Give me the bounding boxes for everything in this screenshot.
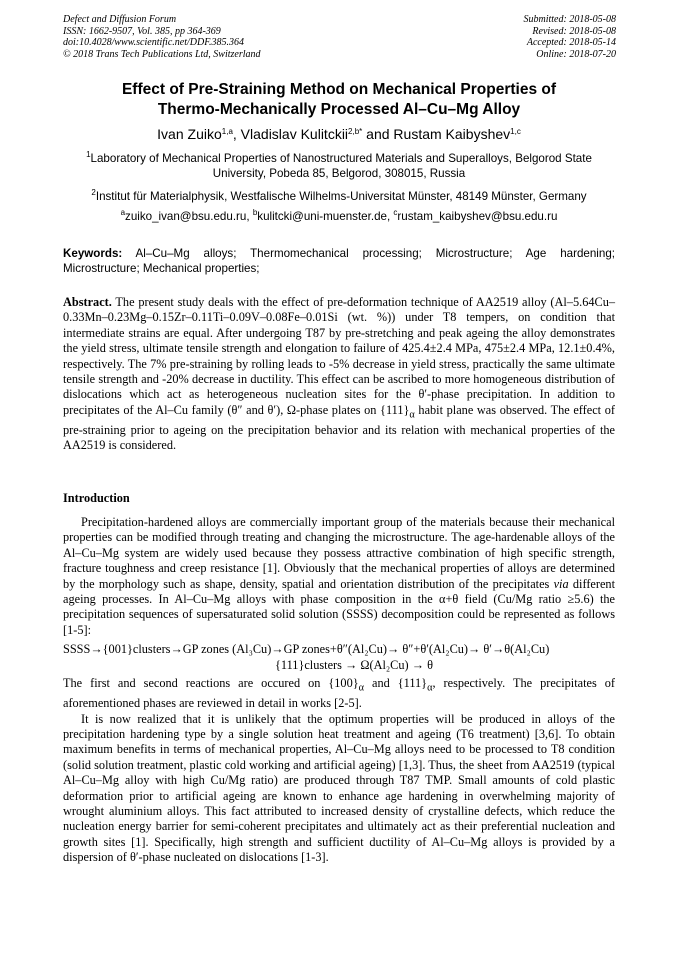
revised-date: Revised: 2018-05-08 [532, 25, 616, 37]
email-mark: b [252, 208, 258, 217]
journal-name: Defect and Diffusion Forum [63, 14, 177, 25]
author-name: Ivan Zuiko [157, 126, 222, 142]
abstract-text: habit plane was observed. The effect of pre-straining prior to ageing on the precipitation behavior and its relation with mechanical properties of the AA2519 is considered. [63, 402, 615, 453]
abstract-text: The present study deals with the effect of pre-deformation technique of AA2519 alloy (Al–5.64Cu–0.33Mn–0.23Mg–0.15Zr–0.11Ti–0.09V–0.08Fe–0.01Si (wt. %)) under T8 tempers, on condition that intermediate strains are equal. After undergoing T87 by pre-stretching and peak ageing the alloy demonstrates the yield stress, ultimate tensile strength and elongation to failure of 425.4±2.4 MPa, 475±2.4 MPa, 12.1±0.4%, respectively. The 7% pre-straining by rolling leads to -5% decrease in yield stress, practically the same ultimate tensile strength and -20% decrease in ductility. This effect can be ascribed to more homogeneous distribution of dislocations which act as heterogeneous nucleation sites for the θ′-phase precipitation. In addition to precipitates of the Al–Cu family (θ″ and θ′), Ω-phase plates on {111} [63, 295, 615, 417]
author-name: Vladislav Kulitckii [240, 126, 349, 142]
accepted-date: Accepted: 2018-05-14 [526, 37, 616, 48]
paragraph-text: Precipitation-hardened alloys are commercially important group of the materials because their mechanical properties can be modified through treating and changing the microstructure. The age-hardenable alloys of the Al–Cu–Mg system are widely used because they possess attractive combination of high specific strength, fracture toughness and creep resistance [1]. Obviously that the mechanical properties of alloys are determined by the morphology such as shape, density, spatial and orientation distribution of the precipitates [63, 515, 615, 591]
submitted-date: Submitted: 2018-05-08 [523, 14, 616, 25]
affiliation-text: Institut für Materialphysik, Westfalische Wilhelms-Universitat Münster, 48149 Münster, Germany [95, 190, 587, 203]
paragraph: It is now realized that it is unlikely that the optimum properties will be produced in alloys of the precipitation hardening type by a single solution heat treatment and ageing (T6 treatment) [3,6]. To obtain maximum benefits in terms of mechanical properties, Al–Cu–Mg alloys need to be processed to T8 condition (solid solution treatment, plastic cold working and artificial ageing) [1,3]. Thus, the sheet from AA2519 (typical Al–Cu–Mg alloy with high Cu/Mg ratio) are produced through T87 TMP. Small amounts of cold plastic deformation prior to artificial ageing are known to enhance age hardening in overwhelming majority of wrought aluminium alloys. This fact attributed to increased density of crystalline defects, which reduce the nucleation energy barrier for semi-coherent precipitates and ultimately act as their preferential nucleation and growth sites [1]. Specifically, high strength and sufficient ductility of Al–Cu–Mg alloys is provided by a dispersion of θ′-phase nucleated on dislocations [1-3]. [63, 711, 615, 865]
author-emails [62, 209, 616, 224]
paragraph [63, 676, 615, 711]
journal-header-right [524, 14, 617, 60]
online-date: Online: 2018-07-20 [536, 48, 616, 60]
section-heading-introduction: Introduction [63, 491, 130, 505]
paragraph-text: The first and second reactions are occured on {100} [63, 676, 359, 691]
author-affiliation-mark: 1,a [221, 127, 233, 136]
doi-line: doi:10.4028/www.scientific.net/DDF.385.364 [63, 37, 245, 48]
author-affiliation-mark: 1,c [510, 127, 521, 136]
italic-text: via [553, 576, 569, 591]
email-link[interactable]: rustam_kaibyshev@bsu.edu.ru [397, 210, 558, 223]
author-list [40, 125, 638, 143]
email-separator: , [386, 210, 394, 223]
sequence-line-2: {111}clusters → Ω(Al₂Cu) → θ [275, 658, 433, 673]
email-link[interactable]: zuiko_ivan@bsu.edu.ru [125, 210, 247, 223]
title-line-2: Thermo-Mechanically Processed Al–Cu–Mg Alloy [157, 101, 521, 118]
author-affiliation-mark: 2,b* [348, 127, 363, 136]
affiliation-number: 1 [86, 150, 91, 159]
subscript: α [427, 682, 433, 694]
email-mark: a [120, 208, 126, 217]
paragraph [63, 515, 615, 638]
keywords-label: Keywords: [63, 247, 123, 260]
affiliation-1 [62, 151, 616, 181]
abstract-subscript: α [409, 409, 415, 421]
email-separator: , [246, 210, 253, 223]
copyright-line: © 2018 Trans Tech Publications Ltd, Switzerland [63, 48, 261, 60]
paper-title [40, 80, 638, 120]
keywords [63, 246, 615, 276]
affiliation-2 [62, 189, 616, 204]
title-line-1: Effect of Pre-Straining Method on Mechanical Properties of [121, 81, 557, 98]
journal-header-left [63, 14, 261, 60]
author-name: Rustam Kaibyshev [393, 126, 511, 142]
paragraph-text: and {111} [364, 676, 428, 691]
author-separator: and [362, 126, 394, 142]
precipitation-sequence [63, 641, 615, 673]
email-link[interactable]: kulitcki@uni-muenster.de [257, 210, 387, 223]
keywords-text: Al–Cu–Mg alloys; Thermomechanical processing; Microstructure; Age hardening; Microstructure; Mechanical properties; [63, 247, 615, 275]
author-separator: , [232, 126, 241, 142]
issn-line: ISSN: 1662-9507, Vol. 385, pp 364-369 [63, 25, 221, 37]
email-mark: c [393, 208, 398, 217]
paragraph-text: different ageing processes. In Al–Cu–Mg alloys with phase composition in the α+θ field (Cu/Mg ratio ≥5.6) the precipitation sequences of supersaturated solid solution (SSSS) decomposition could be represented as follows [1-5]: [63, 576, 615, 637]
abstract [63, 295, 615, 454]
introduction-body [63, 515, 615, 866]
subscript: α [358, 682, 364, 694]
sequence-line-1: SSSS→{001}clusters→GP zones (Al₃Cu)→GP zones+θ″(Al₂Cu)→ θ″+θ′(Al₂Cu)→ θ′→θ(Al₂Cu) [63, 642, 550, 657]
affiliation-text: Laboratory of Mechanical Properties of Nanostructured Materials and Superalloys, Belgorod State [90, 152, 592, 165]
affiliation-text: University, Pobeda 85, Belgorod, 308015, Russia [212, 167, 466, 180]
abstract-label: Abstract. [63, 295, 112, 309]
paragraph-text: , respectively. The precipitates of aforementioned phases are reviewed in detail in works [2-5]. [63, 676, 615, 711]
affiliation-number: 2 [91, 188, 96, 197]
